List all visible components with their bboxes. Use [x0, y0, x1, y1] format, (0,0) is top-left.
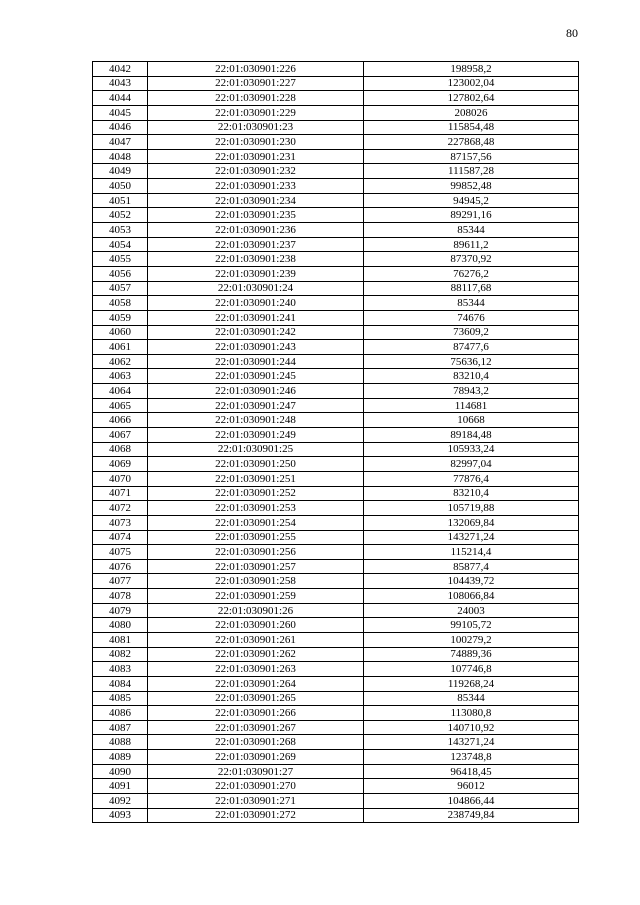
cadastral-value-cell: 104439,72	[364, 574, 579, 589]
row-number-cell: 4080	[93, 618, 148, 633]
cadastral-value-cell: 87370,92	[364, 252, 579, 267]
cadastral-number-cell: 22:01:030901:254	[148, 515, 364, 530]
table-row	[93, 369, 579, 384]
cadastral-number-cell: 22:01:030901:250	[148, 457, 364, 472]
cadastral-number-cell: 22:01:030901:235	[148, 208, 364, 223]
cadastral-number-cell: 22:01:030901:262	[148, 647, 364, 662]
row-number-cell: 4091	[93, 779, 148, 794]
cadastral-value-cell: 85877,4	[364, 559, 579, 574]
row-number-cell: 4060	[93, 325, 148, 340]
cadastral-value-cell: 123748,8	[364, 750, 579, 765]
row-number-cell: 4087	[93, 720, 148, 735]
row-number-cell: 4054	[93, 237, 148, 252]
row-number-cell: 4061	[93, 340, 148, 355]
cadastral-value-cell: 89184,48	[364, 428, 579, 443]
cadastral-value-cell: 73609,2	[364, 325, 579, 340]
table-row	[93, 76, 579, 91]
table-row	[93, 325, 579, 340]
cadastral-value-cell: 88117,68	[364, 281, 579, 296]
table-row	[93, 340, 579, 355]
cadastral-value-cell: 78943,2	[364, 384, 579, 399]
cadastral-number-cell: 22:01:030901:227	[148, 76, 364, 91]
cadastral-value-cell: 105933,24	[364, 442, 579, 457]
table-row	[93, 647, 579, 662]
cadastral-number-cell: 22:01:030901:260	[148, 618, 364, 633]
row-number-cell: 4049	[93, 164, 148, 179]
table-row	[93, 310, 579, 325]
table-row	[93, 354, 579, 369]
cadastral-value-cell: 127802,64	[364, 91, 579, 106]
table-row	[93, 603, 579, 618]
cadastral-number-cell: 22:01:030901:26	[148, 603, 364, 618]
table-row	[93, 281, 579, 296]
row-number-cell: 4075	[93, 545, 148, 560]
table-row	[93, 208, 579, 223]
cadastral-value-cell: 104866,44	[364, 794, 579, 809]
cadastral-number-cell: 22:01:030901:23	[148, 120, 364, 135]
table-row	[93, 676, 579, 691]
cadastral-number-cell: 22:01:030901:252	[148, 486, 364, 501]
cadastral-value-cell: 107746,8	[364, 662, 579, 677]
cadastral-value-cell: 115214,4	[364, 545, 579, 560]
cadastral-value-cell: 140710,92	[364, 720, 579, 735]
cadastral-value-cell: 238749,84	[364, 808, 579, 823]
table-row	[93, 62, 579, 77]
table-row	[93, 779, 579, 794]
row-number-cell: 4057	[93, 281, 148, 296]
cadastral-number-cell: 22:01:030901:244	[148, 354, 364, 369]
cadastral-value-table	[92, 61, 579, 823]
table-row	[93, 457, 579, 472]
row-number-cell: 4089	[93, 750, 148, 765]
cadastral-number-cell: 22:01:030901:245	[148, 369, 364, 384]
cadastral-value-cell: 76276,2	[364, 266, 579, 281]
cadastral-value-cell: 85344	[364, 296, 579, 311]
cadastral-number-cell: 22:01:030901:242	[148, 325, 364, 340]
cadastral-value-cell: 87477,6	[364, 340, 579, 355]
cadastral-number-cell: 22:01:030901:267	[148, 720, 364, 735]
cadastral-value-cell: 94945,2	[364, 193, 579, 208]
table-body	[93, 62, 579, 823]
row-number-cell: 4074	[93, 530, 148, 545]
cadastral-number-cell: 22:01:030901:264	[148, 676, 364, 691]
table-row	[93, 632, 579, 647]
cadastral-number-cell: 22:01:030901:226	[148, 62, 364, 77]
table-row	[93, 574, 579, 589]
cadastral-value-cell: 227868,48	[364, 135, 579, 150]
row-number-cell: 4081	[93, 632, 148, 647]
cadastral-number-cell: 22:01:030901:27	[148, 764, 364, 779]
row-number-cell: 4051	[93, 193, 148, 208]
table-row	[93, 750, 579, 765]
cadastral-value-cell: 87157,56	[364, 149, 579, 164]
table-row	[93, 471, 579, 486]
row-number-cell: 4072	[93, 501, 148, 516]
cadastral-value-cell: 143271,24	[364, 530, 579, 545]
cadastral-number-cell: 22:01:030901:246	[148, 384, 364, 399]
row-number-cell: 4090	[93, 764, 148, 779]
cadastral-number-cell: 22:01:030901:228	[148, 91, 364, 106]
table-row	[93, 808, 579, 823]
table-row	[93, 398, 579, 413]
row-number-cell: 4048	[93, 149, 148, 164]
row-number-cell: 4056	[93, 266, 148, 281]
row-number-cell: 4077	[93, 574, 148, 589]
cadastral-number-cell: 22:01:030901:272	[148, 808, 364, 823]
cadastral-number-cell: 22:01:030901:243	[148, 340, 364, 355]
row-number-cell: 4042	[93, 62, 148, 77]
cadastral-number-cell: 22:01:030901:271	[148, 794, 364, 809]
cadastral-number-cell: 22:01:030901:263	[148, 662, 364, 677]
row-number-cell: 4086	[93, 706, 148, 721]
table-row	[93, 691, 579, 706]
table-row	[93, 105, 579, 120]
cadastral-value-cell: 99852,48	[364, 179, 579, 194]
table-row	[93, 135, 579, 150]
cadastral-value-cell: 111587,28	[364, 164, 579, 179]
row-number-cell: 4055	[93, 252, 148, 267]
row-number-cell: 4066	[93, 413, 148, 428]
cadastral-value-cell: 96418,45	[364, 764, 579, 779]
cadastral-number-cell: 22:01:030901:257	[148, 559, 364, 574]
cadastral-value-cell: 96012	[364, 779, 579, 794]
cadastral-value-cell: 113080,8	[364, 706, 579, 721]
cadastral-number-cell: 22:01:030901:234	[148, 193, 364, 208]
cadastral-value-cell: 75636,12	[364, 354, 579, 369]
row-number-cell: 4076	[93, 559, 148, 574]
cadastral-number-cell: 22:01:030901:258	[148, 574, 364, 589]
cadastral-value-cell: 208026	[364, 105, 579, 120]
row-number-cell: 4063	[93, 369, 148, 384]
row-number-cell: 4088	[93, 735, 148, 750]
cadastral-number-cell: 22:01:030901:231	[148, 149, 364, 164]
cadastral-number-cell: 22:01:030901:249	[148, 428, 364, 443]
table-row	[93, 706, 579, 721]
cadastral-value-cell: 85344	[364, 691, 579, 706]
cadastral-number-cell: 22:01:030901:261	[148, 632, 364, 647]
cadastral-number-cell: 22:01:030901:25	[148, 442, 364, 457]
cadastral-value-cell: 83210,4	[364, 486, 579, 501]
row-number-cell: 4083	[93, 662, 148, 677]
cadastral-number-cell: 22:01:030901:248	[148, 413, 364, 428]
row-number-cell: 4045	[93, 105, 148, 120]
table-row	[93, 266, 579, 281]
table-row	[93, 559, 579, 574]
table-row	[93, 618, 579, 633]
table-row	[93, 530, 579, 545]
row-number-cell: 4085	[93, 691, 148, 706]
cadastral-number-cell: 22:01:030901:233	[148, 179, 364, 194]
cadastral-number-cell: 22:01:030901:240	[148, 296, 364, 311]
row-number-cell: 4053	[93, 223, 148, 238]
cadastral-number-cell: 22:01:030901:251	[148, 471, 364, 486]
table-row	[93, 193, 579, 208]
cadastral-number-cell: 22:01:030901:239	[148, 266, 364, 281]
row-number-cell: 4052	[93, 208, 148, 223]
row-number-cell: 4093	[93, 808, 148, 823]
row-number-cell: 4046	[93, 120, 148, 135]
row-number-cell: 4082	[93, 647, 148, 662]
cadastral-value-cell: 115854,48	[364, 120, 579, 135]
table-row	[93, 794, 579, 809]
table-row	[93, 545, 579, 560]
row-number-cell: 4044	[93, 91, 148, 106]
row-number-cell: 4078	[93, 589, 148, 604]
cadastral-value-cell: 123002,04	[364, 76, 579, 91]
table-row	[93, 515, 579, 530]
cadastral-number-cell: 22:01:030901:253	[148, 501, 364, 516]
cadastral-number-cell: 22:01:030901:232	[148, 164, 364, 179]
cadastral-value-cell: 99105,72	[364, 618, 579, 633]
cadastral-number-cell: 22:01:030901:259	[148, 589, 364, 604]
cadastral-value-cell: 89291,16	[364, 208, 579, 223]
row-number-cell: 4084	[93, 676, 148, 691]
row-number-cell: 4059	[93, 310, 148, 325]
row-number-cell: 4058	[93, 296, 148, 311]
table-row	[93, 237, 579, 252]
page-number: 80	[566, 26, 578, 40]
cadastral-number-cell: 22:01:030901:241	[148, 310, 364, 325]
cadastral-number-cell: 22:01:030901:238	[148, 252, 364, 267]
row-number-cell: 4070	[93, 471, 148, 486]
table-row	[93, 735, 579, 750]
row-number-cell: 4065	[93, 398, 148, 413]
cadastral-value-cell: 83210,4	[364, 369, 579, 384]
row-number-cell: 4068	[93, 442, 148, 457]
cadastral-value-cell: 10668	[364, 413, 579, 428]
table-row	[93, 252, 579, 267]
row-number-cell: 4062	[93, 354, 148, 369]
table-row	[93, 486, 579, 501]
cadastral-number-cell: 22:01:030901:268	[148, 735, 364, 750]
row-number-cell: 4079	[93, 603, 148, 618]
cadastral-number-cell: 22:01:030901:265	[148, 691, 364, 706]
table-row	[93, 384, 579, 399]
table-row	[93, 149, 579, 164]
cadastral-value-cell: 74889,36	[364, 647, 579, 662]
table-row	[93, 164, 579, 179]
table-row	[93, 764, 579, 779]
cadastral-value-cell: 143271,24	[364, 735, 579, 750]
row-number-cell: 4069	[93, 457, 148, 472]
row-number-cell: 4071	[93, 486, 148, 501]
row-number-cell: 4047	[93, 135, 148, 150]
cadastral-value-cell: 132069,84	[364, 515, 579, 530]
table-row	[93, 120, 579, 135]
cadastral-number-cell: 22:01:030901:270	[148, 779, 364, 794]
row-number-cell: 4073	[93, 515, 148, 530]
cadastral-value-cell: 100279,2	[364, 632, 579, 647]
cadastral-value-cell: 105719,88	[364, 501, 579, 516]
row-number-cell: 4043	[93, 76, 148, 91]
table-row	[93, 91, 579, 106]
row-number-cell: 4064	[93, 384, 148, 399]
cadastral-value-cell: 108066,84	[364, 589, 579, 604]
cadastral-number-cell: 22:01:030901:230	[148, 135, 364, 150]
table-row	[93, 442, 579, 457]
table-row	[93, 223, 579, 238]
row-number-cell: 4067	[93, 428, 148, 443]
cadastral-number-cell: 22:01:030901:256	[148, 545, 364, 560]
table-row	[93, 501, 579, 516]
cadastral-value-cell: 119268,24	[364, 676, 579, 691]
cadastral-number-cell: 22:01:030901:24	[148, 281, 364, 296]
cadastral-value-cell: 24003	[364, 603, 579, 618]
cadastral-value-cell: 74676	[364, 310, 579, 325]
table-row	[93, 662, 579, 677]
cadastral-number-cell: 22:01:030901:266	[148, 706, 364, 721]
row-number-cell: 4092	[93, 794, 148, 809]
cadastral-number-cell: 22:01:030901:247	[148, 398, 364, 413]
table-row	[93, 413, 579, 428]
cadastral-number-cell: 22:01:030901:237	[148, 237, 364, 252]
table-row	[93, 720, 579, 735]
cadastral-number-cell: 22:01:030901:229	[148, 105, 364, 120]
cadastral-number-cell: 22:01:030901:236	[148, 223, 364, 238]
cadastral-value-cell: 114681	[364, 398, 579, 413]
cadastral-value-cell: 85344	[364, 223, 579, 238]
table-row	[93, 179, 579, 194]
table-row	[93, 428, 579, 443]
table-row	[93, 589, 579, 604]
cadastral-number-cell: 22:01:030901:269	[148, 750, 364, 765]
cadastral-value-cell: 198958,2	[364, 62, 579, 77]
cadastral-value-cell: 89611,2	[364, 237, 579, 252]
row-number-cell: 4050	[93, 179, 148, 194]
cadastral-number-cell: 22:01:030901:255	[148, 530, 364, 545]
cadastral-value-cell: 82997,04	[364, 457, 579, 472]
cadastral-value-cell: 77876,4	[364, 471, 579, 486]
table-row	[93, 296, 579, 311]
